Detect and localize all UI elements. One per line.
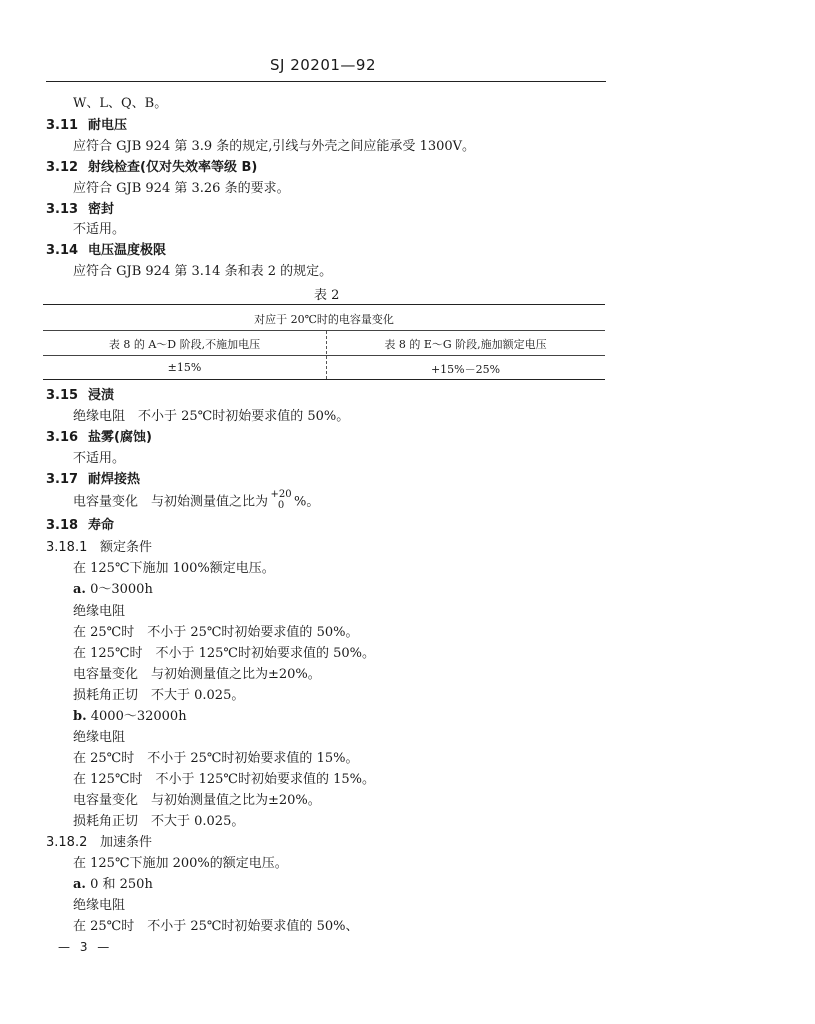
item-a-line-2: 在 125℃时 不小于 125℃时初始要求值的 50%。 [73, 646, 376, 661]
section-3-18-2-body: 在 125℃下施加 200%的额定电压。 [73, 856, 288, 871]
item-b-ir-label: 绝缘电阻 [73, 730, 126, 745]
item-a-line-4: 损耗角正切 不大于 0.025。 [73, 688, 245, 703]
section-3-16-title: 盐雾(腐蚀) [88, 430, 152, 445]
header-rule [46, 81, 606, 82]
table-col2-header: 表 8 的 E～G 阶段,施加额定电压 [384, 338, 547, 351]
item-b-line-4: 损耗角正切 不大于 0.025。 [73, 814, 245, 829]
table-subheader-rule [43, 355, 605, 356]
table-2-caption: 表 2 [314, 288, 340, 303]
item-a-label: a. [73, 582, 86, 597]
item-a-heading [73, 582, 153, 598]
section-3-18-1-number: 3.18.1 [46, 540, 88, 555]
section-3-18-2-title: 加速条件 [100, 835, 153, 850]
section-3-12-title: 射线检查(仅对失效率等级 B) [88, 160, 258, 175]
accel-item-a-ir-label: 绝缘电阻 [73, 898, 126, 913]
table-top-rule [43, 304, 605, 305]
section-3-12-number: 3.12 [46, 160, 79, 175]
section-3-16-body: 不适用。 [73, 451, 126, 466]
section-3-11-body: 应符合 GJB 924 第 3.9 条的规定,引线与外壳之间应能承受 1300V。 [73, 139, 476, 154]
section-3-11-title: 耐电压 [88, 118, 128, 133]
accel-item-a-line-1: 在 25℃时 不小于 25℃时初始要求值的 50%、 [73, 919, 359, 934]
table-header-cell: 对应于 20℃时的电容量变化 [254, 313, 394, 326]
section-3-12-body: 应符合 GJB 924 第 3.26 条的要求。 [73, 181, 290, 196]
section-3-17-body-tail: %。 [294, 494, 320, 510]
section-3-13-body: 不适用。 [73, 222, 126, 237]
tolerance-lower: 0 [277, 500, 285, 511]
page-header: SJ 20201—92 [270, 56, 377, 74]
section-3-17-title: 耐焊接热 [88, 472, 141, 487]
item-a-ir-label: 绝缘电阻 [73, 604, 126, 619]
table-header-rule [43, 330, 605, 331]
accel-item-a-range: 0 和 250h [90, 877, 153, 892]
section-3-17-body-text: 电容量变化 与初始测量值之比为 [73, 494, 269, 510]
section-3-14-number: 3.14 [46, 243, 79, 258]
section-3-14-title: 电压温度极限 [88, 243, 167, 258]
table-col1-header: 表 8 的 A～D 阶段,不施加电压 [108, 338, 261, 351]
item-b-line-3: 电容量变化 与初始测量值之比为±20%。 [73, 793, 321, 808]
table-bottom-rule [43, 379, 605, 380]
section-3-18-number: 3.18 [46, 518, 79, 533]
section-3-18-1-body: 在 125℃下施加 100%额定电压。 [73, 561, 275, 576]
section-3-14-body: 应符合 GJB 924 第 3.14 条和表 2 的规定。 [73, 264, 333, 279]
section-3-18-2-number: 3.18.2 [46, 835, 88, 850]
item-b-line-1: 在 25℃时 不小于 25℃时初始要求值的 15%。 [73, 751, 359, 766]
section-3-15-title: 浸渍 [88, 388, 115, 403]
intro-line: W、L、Q、B。 [73, 96, 168, 111]
accel-item-a-label: a. [73, 877, 86, 892]
section-3-17-number: 3.17 [46, 472, 79, 487]
tolerance-upper: +20 [270, 489, 292, 500]
section-3-15-body: 绝缘电阻 不小于 25℃时初始要求值的 50%。 [73, 409, 350, 424]
section-3-11-number: 3.11 [46, 118, 79, 133]
accel-item-a-heading [73, 877, 153, 893]
section-3-13-number: 3.13 [46, 202, 79, 217]
page-number: — 3 — [58, 940, 113, 954]
table-col2-value: +15%－25% [430, 363, 501, 376]
tolerance-fraction [268, 489, 294, 515]
item-b-label: b. [73, 709, 87, 724]
item-a-line-3: 电容量变化 与初始测量值之比为±20%。 [73, 667, 321, 682]
item-a-line-1: 在 25℃时 不小于 25℃时初始要求值的 50%。 [73, 625, 359, 640]
section-3-16-number: 3.16 [46, 430, 79, 445]
item-b-range: 4000～32000h [90, 709, 187, 724]
section-3-15-number: 3.15 [46, 388, 79, 403]
section-3-17-body [73, 489, 319, 516]
table-2 [43, 304, 605, 380]
table-col1-value: ±15% [167, 361, 202, 374]
item-b-heading [73, 709, 187, 725]
section-3-18-title: 寿命 [88, 518, 115, 533]
item-b-line-2: 在 125℃时 不小于 125℃时初始要求值的 15%。 [73, 772, 376, 787]
section-3-18-1-title: 额定条件 [100, 540, 153, 555]
section-3-13-title: 密封 [88, 202, 115, 217]
item-a-range: 0～3000h [90, 582, 153, 597]
